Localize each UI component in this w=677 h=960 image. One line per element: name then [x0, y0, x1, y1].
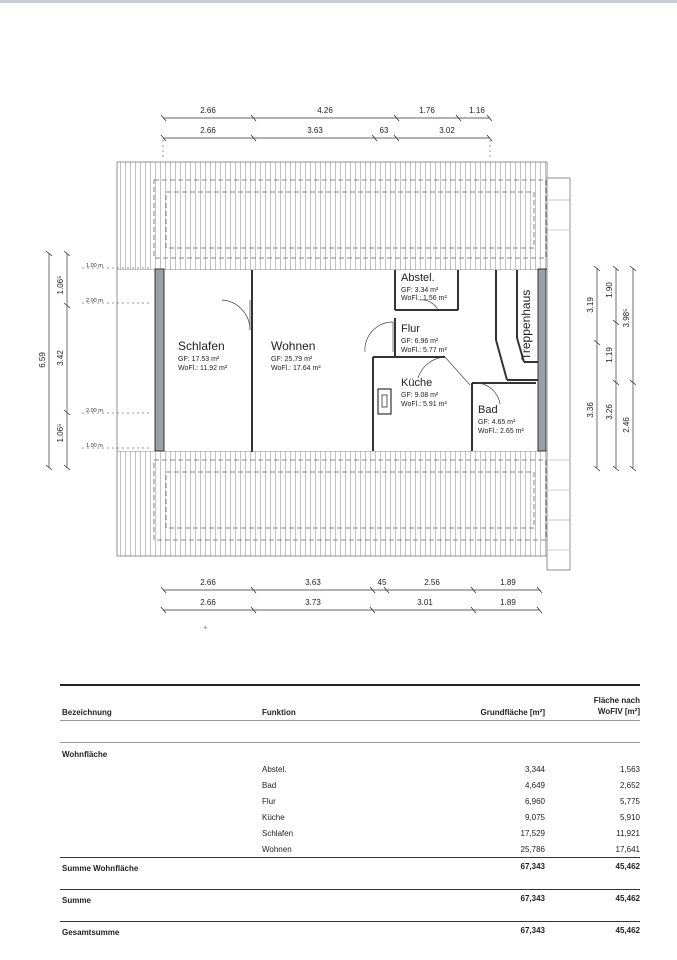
room-abstel-gf: GF: 3.34 m²: [401, 287, 439, 294]
gesamtsumme-label: Gesamtsumme: [62, 928, 120, 937]
row-gf: 17,529: [520, 829, 545, 838]
height-label-0: 1.00 m: [86, 263, 103, 269]
right-dim-3: 1.19: [605, 347, 614, 363]
left-dim-3: 1.06⁵: [56, 423, 65, 443]
top-dim-1-1: 4.26: [317, 106, 333, 115]
right-dim-0: 3.19: [586, 297, 595, 313]
row-gf: 9,075: [524, 813, 545, 822]
room-flur-gf: GF: 6.96 m²: [401, 338, 439, 345]
room-abstel-wofl: WoFl.: 1.56 m²: [401, 295, 447, 302]
svg-text:+: +: [203, 623, 208, 632]
height-label-1: 2.00 m: [86, 298, 103, 304]
right-dim-6: 2.46: [622, 417, 631, 433]
right-dim-5: 3.26: [605, 404, 614, 420]
header-wofiv-line1: Fläche nach: [593, 696, 640, 705]
right-dim-1: 1.90: [605, 282, 614, 298]
header-bezeichnung: Bezeichnung: [62, 708, 112, 717]
row-wofl: 17,641: [615, 845, 640, 854]
room-wohnen-gf: GF: 25.79 m²: [271, 356, 313, 363]
header-funktion: Funktion: [262, 708, 296, 717]
room-kueche-name: Küche: [401, 377, 433, 389]
left-dim-2: 3.42: [56, 350, 65, 366]
bottom-dim-2-3: 1.89: [500, 598, 516, 607]
room-bad-gf: GF: 4.65 m²: [478, 419, 516, 426]
row-wofl: 5,775: [619, 797, 640, 806]
row-gf: 3,344: [524, 765, 545, 774]
top-dim-2-0: 2.66: [200, 126, 216, 135]
room-wohnen-name: Wohnen: [271, 339, 316, 353]
rule-gesamtsumme: [60, 921, 640, 922]
bottom-dim-2-2: 3.01: [417, 598, 433, 607]
roof-top-section: [117, 162, 547, 270]
row-funktion: Küche: [262, 813, 285, 822]
height-label-2: 2.00 m: [86, 408, 103, 414]
room-schlafen-wofl: WoFl.: 11.92 m²: [178, 365, 228, 372]
gesamtsumme-gf: 67,343: [520, 926, 545, 935]
bottom-dim-1-2: 45: [377, 578, 387, 587]
top-dim-2-2: 63: [379, 126, 389, 135]
row-funktion: Bad: [262, 781, 277, 790]
table-top-rule: [60, 684, 640, 686]
bottom-dim-1-0: 2.66: [200, 578, 216, 587]
room-abstel-name: Abstel.: [401, 272, 435, 284]
row-wofl: 11,921: [616, 829, 640, 838]
header-grundflaeche: Grundfläche [m²]: [480, 708, 545, 717]
room-wohnen-wofl: WoFl.: 17.64 m²: [271, 365, 321, 372]
right-dim-4: 3.36: [586, 402, 595, 418]
roof-right-edge: [547, 178, 570, 570]
bottom-dim-1-1: 3.63: [305, 578, 321, 587]
row-gf: 25,786: [520, 845, 545, 854]
header-wofiv-line2: WoFIV [m²]: [597, 707, 640, 716]
height-label-3: 1.00 m: [86, 443, 103, 449]
bottom-dim-2-1: 3.73: [305, 598, 321, 607]
bottom-dim-2-0: 2.66: [200, 598, 216, 607]
bottom-dim-1-4: 1.89: [500, 578, 516, 587]
top-dim-1-2: 1.76: [419, 106, 435, 115]
knee-wall-right: [538, 269, 546, 451]
top-dim-2-1: 3.63: [307, 126, 323, 135]
row-funktion: Abstel.: [262, 765, 287, 774]
row-gf: 4,649: [524, 781, 545, 790]
row-wofl: 1,563: [619, 765, 640, 774]
chimney: [378, 389, 391, 414]
header-rule-2: [60, 742, 640, 743]
row-wofl: 5,910: [619, 813, 640, 822]
row-wofl: 2,652: [619, 781, 640, 790]
summe-gf: 67,343: [520, 894, 545, 903]
top-dim-2-3: 3.02: [439, 126, 455, 135]
summe-label: Summe: [62, 896, 91, 905]
room-kueche-gf: GF: 9.08 m²: [401, 392, 439, 399]
room-bad-wofl: WoFl.: 2.65 m²: [478, 428, 524, 435]
summe-wohnflaeche-gf: 67,343: [520, 862, 545, 871]
left-dim-1: 1.06⁵: [56, 275, 65, 295]
dimension-top: [161, 115, 492, 160]
row-funktion: Schlafen: [262, 829, 294, 838]
dimension-bottom: [161, 587, 542, 613]
room-flur-name: Flur: [401, 323, 420, 335]
gesamtsumme-wofl: 45,462: [615, 926, 640, 935]
summe-wohnflaeche-label: Summe Wohnfläche: [62, 864, 139, 873]
rule-summe: [60, 889, 640, 890]
bottom-dim-1-3: 2.56: [424, 578, 440, 587]
top-dim-1-0: 2.66: [200, 106, 216, 115]
room-schlafen-gf: GF: 17.53 m²: [178, 356, 220, 363]
row-funktion: Wohnen: [262, 845, 292, 854]
summe-wofl: 45,462: [615, 894, 640, 903]
rule-summe-wohnflaeche: [60, 857, 640, 858]
top-dim-1-3: 1.16: [469, 106, 485, 115]
room-schlafen-name: Schlafen: [178, 339, 225, 353]
left-dim-0: 6.59: [38, 352, 47, 368]
row-funktion: Flur: [262, 797, 276, 806]
room-treppenhaus-name: Treppenhaus: [519, 289, 533, 360]
room-bad-name: Bad: [478, 404, 498, 416]
section-wohnflaeche: Wohnfläche: [62, 750, 108, 759]
header-rule-1: [60, 720, 640, 721]
summe-wohnflaeche-wofl: 45,462: [615, 862, 640, 871]
room-kueche-wofl: WoFl.: 5.91 m²: [401, 401, 447, 408]
dimension-right: [594, 266, 636, 471]
knee-wall-left: [155, 269, 164, 451]
row-gf: 6,960: [524, 797, 545, 806]
room-flur-wofl: WoFl.: 5.77 m²: [401, 347, 447, 354]
right-dim-2: 3.98⁵: [622, 308, 631, 328]
